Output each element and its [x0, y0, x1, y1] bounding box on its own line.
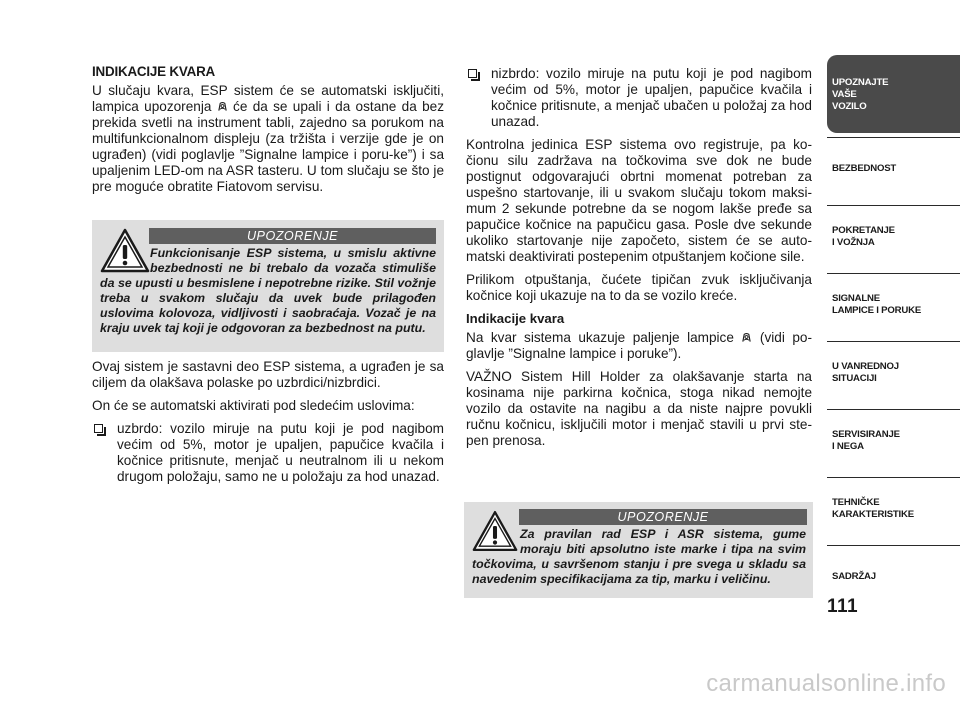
fault-indication-paragraph: Na kvar sistema ukazuje paljenje lampice (vidi po-glavlje ”Signalne lampice i poruke”). — [466, 330, 812, 361]
warning-title: UPOZORENJE — [149, 228, 436, 244]
tab-signalne-lampice[interactable]: SIGNALNE LAMPICE I PORUKE — [827, 273, 960, 335]
page-number: 111 — [827, 596, 859, 617]
warning-box-esp — [92, 220, 444, 352]
fault-paragraph: U slučaju kvara, ESP sistem će se automatski isključiti, lampica upozorenja će da se upali i da ostane da bez prekida svetli na instrument tabli, zajedno sa porukom na multifunkcionalnom displeju (za tržišta i verzije gde je on ugrađen) (vidi poglavlje ”Signalne lampice i poru-ke”) i sa upaljenim LED-om na ASR tasteru. U tom slučaju se što je pre moguće obratite Fiatovom servisu. — [92, 83, 445, 194]
important-paragraph: VAŽNO Sistem Hill Holder za olakšavanje starta na kosinama nije parkirna kočnica, stoga nikad nemojte vozilo da ostavite na nagibu a da niste najpre povukli ručnu kočnicu, isključili motor i menjač stavili u prvi ste-pen prenosa. — [466, 369, 812, 448]
tab-vanredne-situacije[interactable]: U VANREDNOJ SITUACIJI — [827, 341, 960, 403]
tab-pokretanje-i-voznja[interactable]: POKRETANJE I VOŽNJA — [827, 205, 960, 267]
tab-sadrzaj[interactable]: SADRŽAJ — [827, 545, 960, 607]
esp-warning-light-icon — [217, 101, 228, 112]
tab-bezbednost[interactable]: BEZBEDNOST — [827, 137, 960, 199]
tab-servisiranje-i-nega[interactable]: SERVISIRANJE I NEGA — [827, 409, 960, 471]
bullet-uphill: uzbrdo: vozilo miruje na putu koji je pod nagibom većim od 5%, motor je upaljen, papučice kvačila i kočnice pritisnute, menjač u neutralnom ili u nekom drugom položaju, samo ne u položaju za hod unazad. — [92, 421, 444, 485]
warning-title: UPOZORENJE — [519, 509, 807, 525]
esp-warning-light-icon — [741, 332, 752, 343]
tab-upoznajte-vase-vozilo[interactable]: UPOZNAJTE VAŠE VOZILO — [827, 55, 960, 133]
checkbox-bullet-icon — [94, 424, 103, 433]
warning-box-tyres — [464, 502, 813, 598]
warning-text: Funkcionisanje ESP sistema, u smislu aktivne bezbednosti ne bi trebalo da vozača stimuliše da se upusti u besmislene i nepotrebne rizike. Stil vožnje treba u svakom slučaju da uvek bude prilagođen uslovima kolovoza, vidljivosti i saobraćaja. Vozač je na kraju uvek taj koji je odgovoran za bezbednost na putu. — [100, 246, 436, 335]
checkbox-bullet-icon — [468, 69, 477, 78]
hill-holder-conditions: On će se automatski aktivirati pod sledećim uslovima: — [92, 398, 415, 413]
chapter-tabs — [827, 55, 960, 613]
watermark: carmanualsonline.info — [706, 670, 946, 697]
right-column — [466, 66, 812, 456]
fault-heading: INDIKACIJE KVARA — [92, 64, 216, 79]
bullet-downhill: nizbrdo: vozilo miruje na putu koji je pod nagibom većim od 5%, motor je upaljen, papučice kvačila i kočnice pritisnute, a menjač ubačen u položaj za hod unazad. — [466, 66, 812, 130]
release-paragraph: Prilikom otpuštanja, čućete tipičan zvuk isključivanja kočnice koji ukazuje na to da se vozilo kreće. — [466, 272, 812, 303]
hill-holder-intro: Ovaj sistem je sastavni deo ESP sistema, a ugrađen je sa ciljem da olakšava polaske po uzbrdici/nizbrdici. — [92, 359, 444, 390]
control-unit-paragraph: Kontrolna jedinica ESP sistema ovo registruje, pa ko-čionu silu zadržava na točkovima sve dok ne bude postignut odgovarajući obrtni momenat potreban za uspešno startovanje, ili u svakom slučaju tokom maksi-mum 2 sekunde potrebne da se nogom lakše pređe sa papučice kočnice na papučicu gasa. Posle dve sekunde ukoliko startovanje nije započeto, sistem će se auto-matski deaktivirati postepenim otpuštanjem kočione sile. — [466, 137, 812, 264]
fault-subheading: Indikacije kvara — [466, 311, 565, 326]
tab-tehnicke-karakteristike[interactable]: TEHNIČKE KARAKTERISTIKE — [827, 477, 960, 539]
warning-text: Za pravilan rad ESP i ASR sistema, gume moraju biti apsolutno iste marke i tipa na svim točkovima, u savršenom stanju i pre svega u skladu sa navedenim specifikacijama za tip, marku i veličinu. — [472, 527, 806, 586]
